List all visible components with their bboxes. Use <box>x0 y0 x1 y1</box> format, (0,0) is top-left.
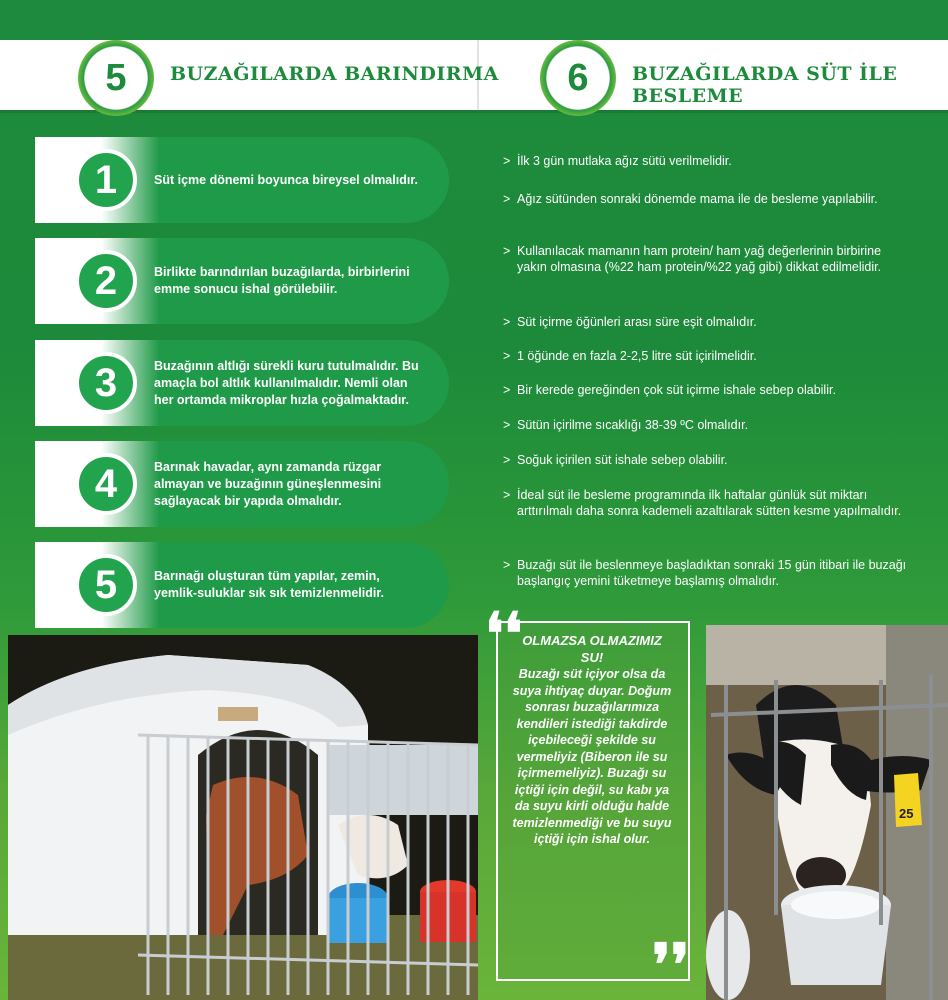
tip-number: 4 <box>75 453 137 515</box>
bullet-marker: > <box>503 192 511 206</box>
section-title-right: BUZAĞILARDA SÜT İLE BESLEME <box>632 63 898 107</box>
top-green-bar <box>0 0 948 40</box>
tip-card-2 <box>35 238 449 324</box>
quote-body: Buzağı süt içiyor olsa da suya ihtiyaç duyar. Doğum sonrası buzağılarımıza kendileri istediği takdirde içebileceği şekilde su vermeliyiz (Biberon ile su içirmemeliyiz). Buzağı su içtiği için değil, su kabı ya da suyu kirli olduğu halde temizlenmediği ve bu suyu içtiği için ishal olur. <box>512 667 672 846</box>
bullet-item <box>503 243 913 275</box>
section-number-badge-left <box>78 40 154 116</box>
tip-text: Barınağı oluşturan tüm yapılar, zemin, yemlik-suluklar sık sık temizlenmelidir. <box>154 569 384 600</box>
section-number-badge-right <box>540 40 616 116</box>
water-quote-text <box>512 633 672 848</box>
tip-card-1 <box>35 137 449 223</box>
bullet-item <box>503 417 913 433</box>
tip-card-4 <box>35 441 449 527</box>
bullet-text: İdeal süt ile besleme programında ilk haftalar günlük süt miktarı arttırılmalı daha sonra kademeli azaltılarak sütten kesme yapılmalıdır. <box>517 488 902 518</box>
bullet-marker: > <box>503 349 511 363</box>
tip-card-3 <box>35 340 449 426</box>
bullet-item <box>503 557 913 589</box>
bullet-marker: > <box>503 154 511 168</box>
tip-card-5 <box>35 542 449 628</box>
ear-tag-number: 25 <box>899 806 914 821</box>
quote-headline: OLMAZSA OLMAZIMIZ SU! <box>522 633 662 665</box>
bullet-text: Sütün içirilme sıcaklığı 38-39 ºC olmalıdır. <box>517 418 749 432</box>
tip-text: Barınak havadar, aynı zamanda rüzgar almayan ve buzağının güneşlenmesini sağlayacak bir yapıda olmalıdır. <box>154 459 382 508</box>
tip-number: 2 <box>75 250 137 312</box>
tip-text: Buzağının altlığı sürekli kuru tutulmalıdır. Bu amaçla bol altlık kullanılmalıdır. Nemli olan her ortamda mikroplar hızla çoğalmaktadır. <box>154 358 419 407</box>
tip-number: 3 <box>75 352 137 414</box>
bullet-item <box>503 452 913 468</box>
bullet-item <box>503 153 913 169</box>
bullet-marker: > <box>503 315 511 329</box>
bullet-item <box>503 314 913 330</box>
bullet-text: Kullanılacak mamanın ham protein/ ham yağ değerlerinin birbirine yakın olmasına (%22 ham protein/%22 yağ gibi) dikkat edilmelidir. <box>517 244 882 274</box>
bullet-item <box>503 382 913 398</box>
bullet-marker: > <box>503 488 511 502</box>
tip-text: Birlikte barındırılan buzağılarda, birbirlerini emme sonucu ishal görülebilir. <box>154 265 410 296</box>
bullet-text: 1 öğünde en fazla 2-2,5 litre süt içirilmelidir. <box>517 349 757 363</box>
bullet-text: Ağız sütünden sonraki dönemde mama ile de besleme yapılabilir. <box>517 192 878 206</box>
bullet-item <box>503 348 913 364</box>
bullet-text: Soğuk içirilen süt ishale sebep olabilir. <box>517 453 728 467</box>
tip-number: 1 <box>75 149 137 211</box>
bullet-marker: > <box>503 558 511 572</box>
section-title-left: BUZAĞILARDA BARINDIRMA <box>170 63 499 85</box>
calf-hutch-photo <box>8 635 478 1000</box>
calf-hutch-illustration <box>8 635 478 1000</box>
bullet-text: Bir kerede gereğinden çok süt içirme ishale sebep olabilir. <box>517 383 836 397</box>
tip-text: Süt içme dönemi boyunca bireysel olmalıdır. <box>154 172 418 187</box>
bullet-text: Buzağı süt ile beslenmeye başladıktan sonraki 15 gün itibari ile buzağı başlangıç yemini tüketmeye başlamış olmalıdır. <box>517 558 907 588</box>
bullet-marker: > <box>503 453 511 467</box>
bullet-text: İlk 3 gün mutlaka ağız sütü verilmelidir. <box>517 154 732 168</box>
bullet-item <box>503 487 913 519</box>
section-number: 6 <box>567 56 589 99</box>
bullet-marker: > <box>503 383 511 397</box>
open-quote-icon: ❛❛ <box>485 600 523 668</box>
close-quote-icon: ❜❜ <box>652 931 690 999</box>
bullet-marker: > <box>503 244 511 258</box>
calf-bucket-photo <box>706 625 948 1000</box>
tip-number: 5 <box>75 554 137 616</box>
calf-bucket-illustration <box>706 625 948 1000</box>
bullet-item <box>503 191 913 207</box>
bullet-marker: > <box>503 418 511 432</box>
bullet-text: Süt içirme öğünleri arası süre eşit olmalıdır. <box>517 315 757 329</box>
section-number: 5 <box>105 56 127 99</box>
